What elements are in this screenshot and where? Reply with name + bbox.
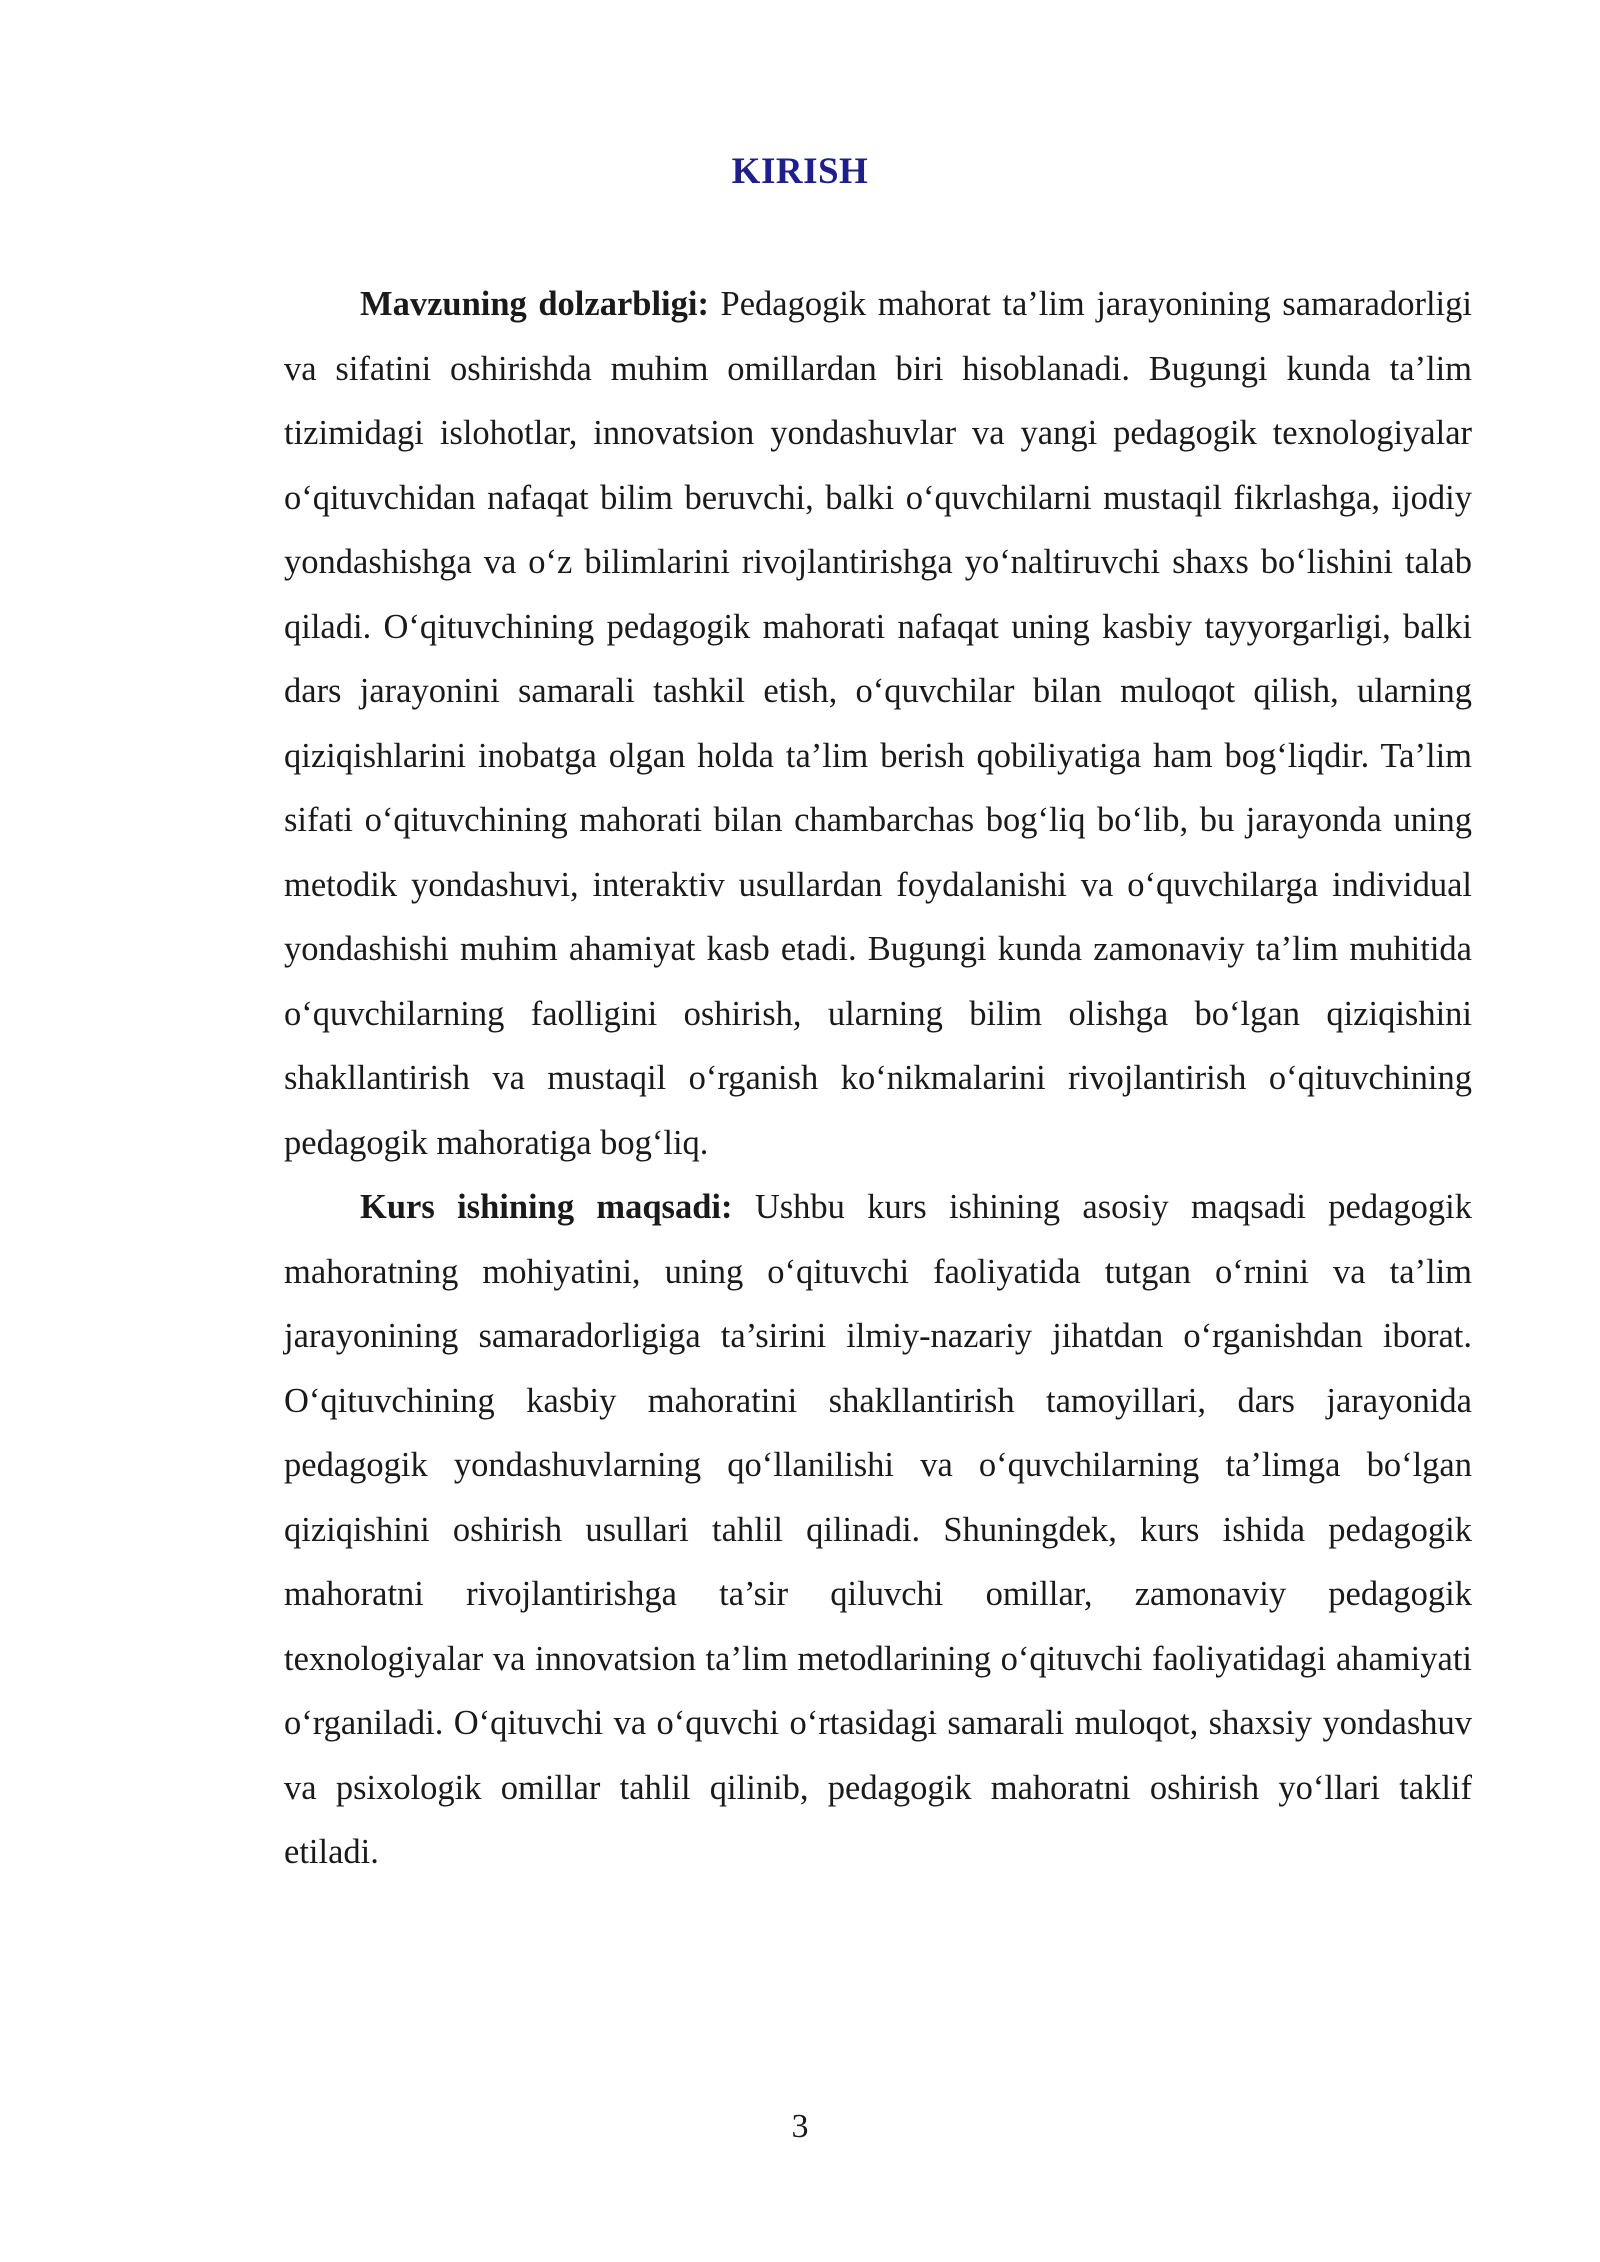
section-heading: KIRISH (731, 151, 869, 192)
paragraph-text: Pedagogik mahorat ta’lim jarayonining samaradorligi va sifatini oshirishda muhim omillardan biri hisoblanadi. Bugungi kunda ta’lim tizimidagi islohotlar, innovatsion yondashuvlar va yangi pedagogik texnologiyalar o‘qituvchidan nafaqat bilim beruvchi, balki o‘quvchilarni mustaqil fikrlashga, ijodiy yondashishga va o‘z bilimlarini rivojlantirishga yo‘naltiruvchi shaxs bo‘lishini talab qiladi. O‘qituvchining pedagogik mahorati nafaqat uning kasbiy tayyorgarligi, balki dars jarayonini samarali tashkil etish, o‘quvchilar bilan muloqot qilish, ularning qiziqishlarini inobatga olgan holda ta’lim berish qobiliyatiga ham bog‘liqdir. Ta’lim sifati o‘qituvchining mahorati bilan chambarchas bog‘liq bo‘lib, bu jarayonda uning metodik yondashuvi, interaktiv usullardan foydalanishi va o‘quvchilarga individual yondashishi muhim ahamiyat kasb etadi. Bugungi kunda zamonaviy ta’lim muhitida o‘quvchilarning faolligini oshirish, ularning bilim olishga bo‘lgan qiziqishini shakllantirish va mustaqil o‘rganish ko‘nikmalarini rivojlantirish o‘qituvchining pedagogik mahoratiga bog‘liq. (284, 285, 1472, 1162)
paragraph-goal (284, 1175, 1472, 1885)
document-body (284, 272, 1472, 1885)
page-number: 3 (791, 2108, 809, 2145)
paragraph-relevance (284, 272, 1472, 1175)
paragraph-text: Ushbu kurs ishining asosiy maqsadi pedagogik mahoratning mohiyatini, uning o‘qituvchi faoliyatida tutgan o‘rnini va ta’lim jarayonining samaradorligiga ta’sirini ilmiy-nazariy jihatdan o‘rganishdan iborat. O‘qituvchining kasbiy mahoratini shakllantirish tamoyillari, dars jarayonida pedagogik yondashuvlarning qo‘llanilishi va o‘quvchilarning ta’limga bo‘lgan qiziqishini oshirish usullari tahlil qilinadi. Shuningdek, kurs ishida pedagogik mahoratni rivojlantirishga ta’sir qiluvchi omillar, zamonaviy pedagogik texnologiyalar va innovatsion ta’lim metodlarining o‘qituvchi faoliyatidagi ahamiyati o‘rganiladi. O‘qituvchi va o‘quvchi o‘rtasidagi samarali muloqot, shaxsiy yondashuv va psixologik omillar tahlil qilinib, pedagogik mahoratni oshirish yo‘llari taklif etiladi. (284, 1188, 1472, 1871)
paragraph-lead: Kurs ishining maqsadi: (360, 1188, 733, 1226)
paragraph-lead: Mavzuning dolzarbligi: (360, 285, 709, 323)
